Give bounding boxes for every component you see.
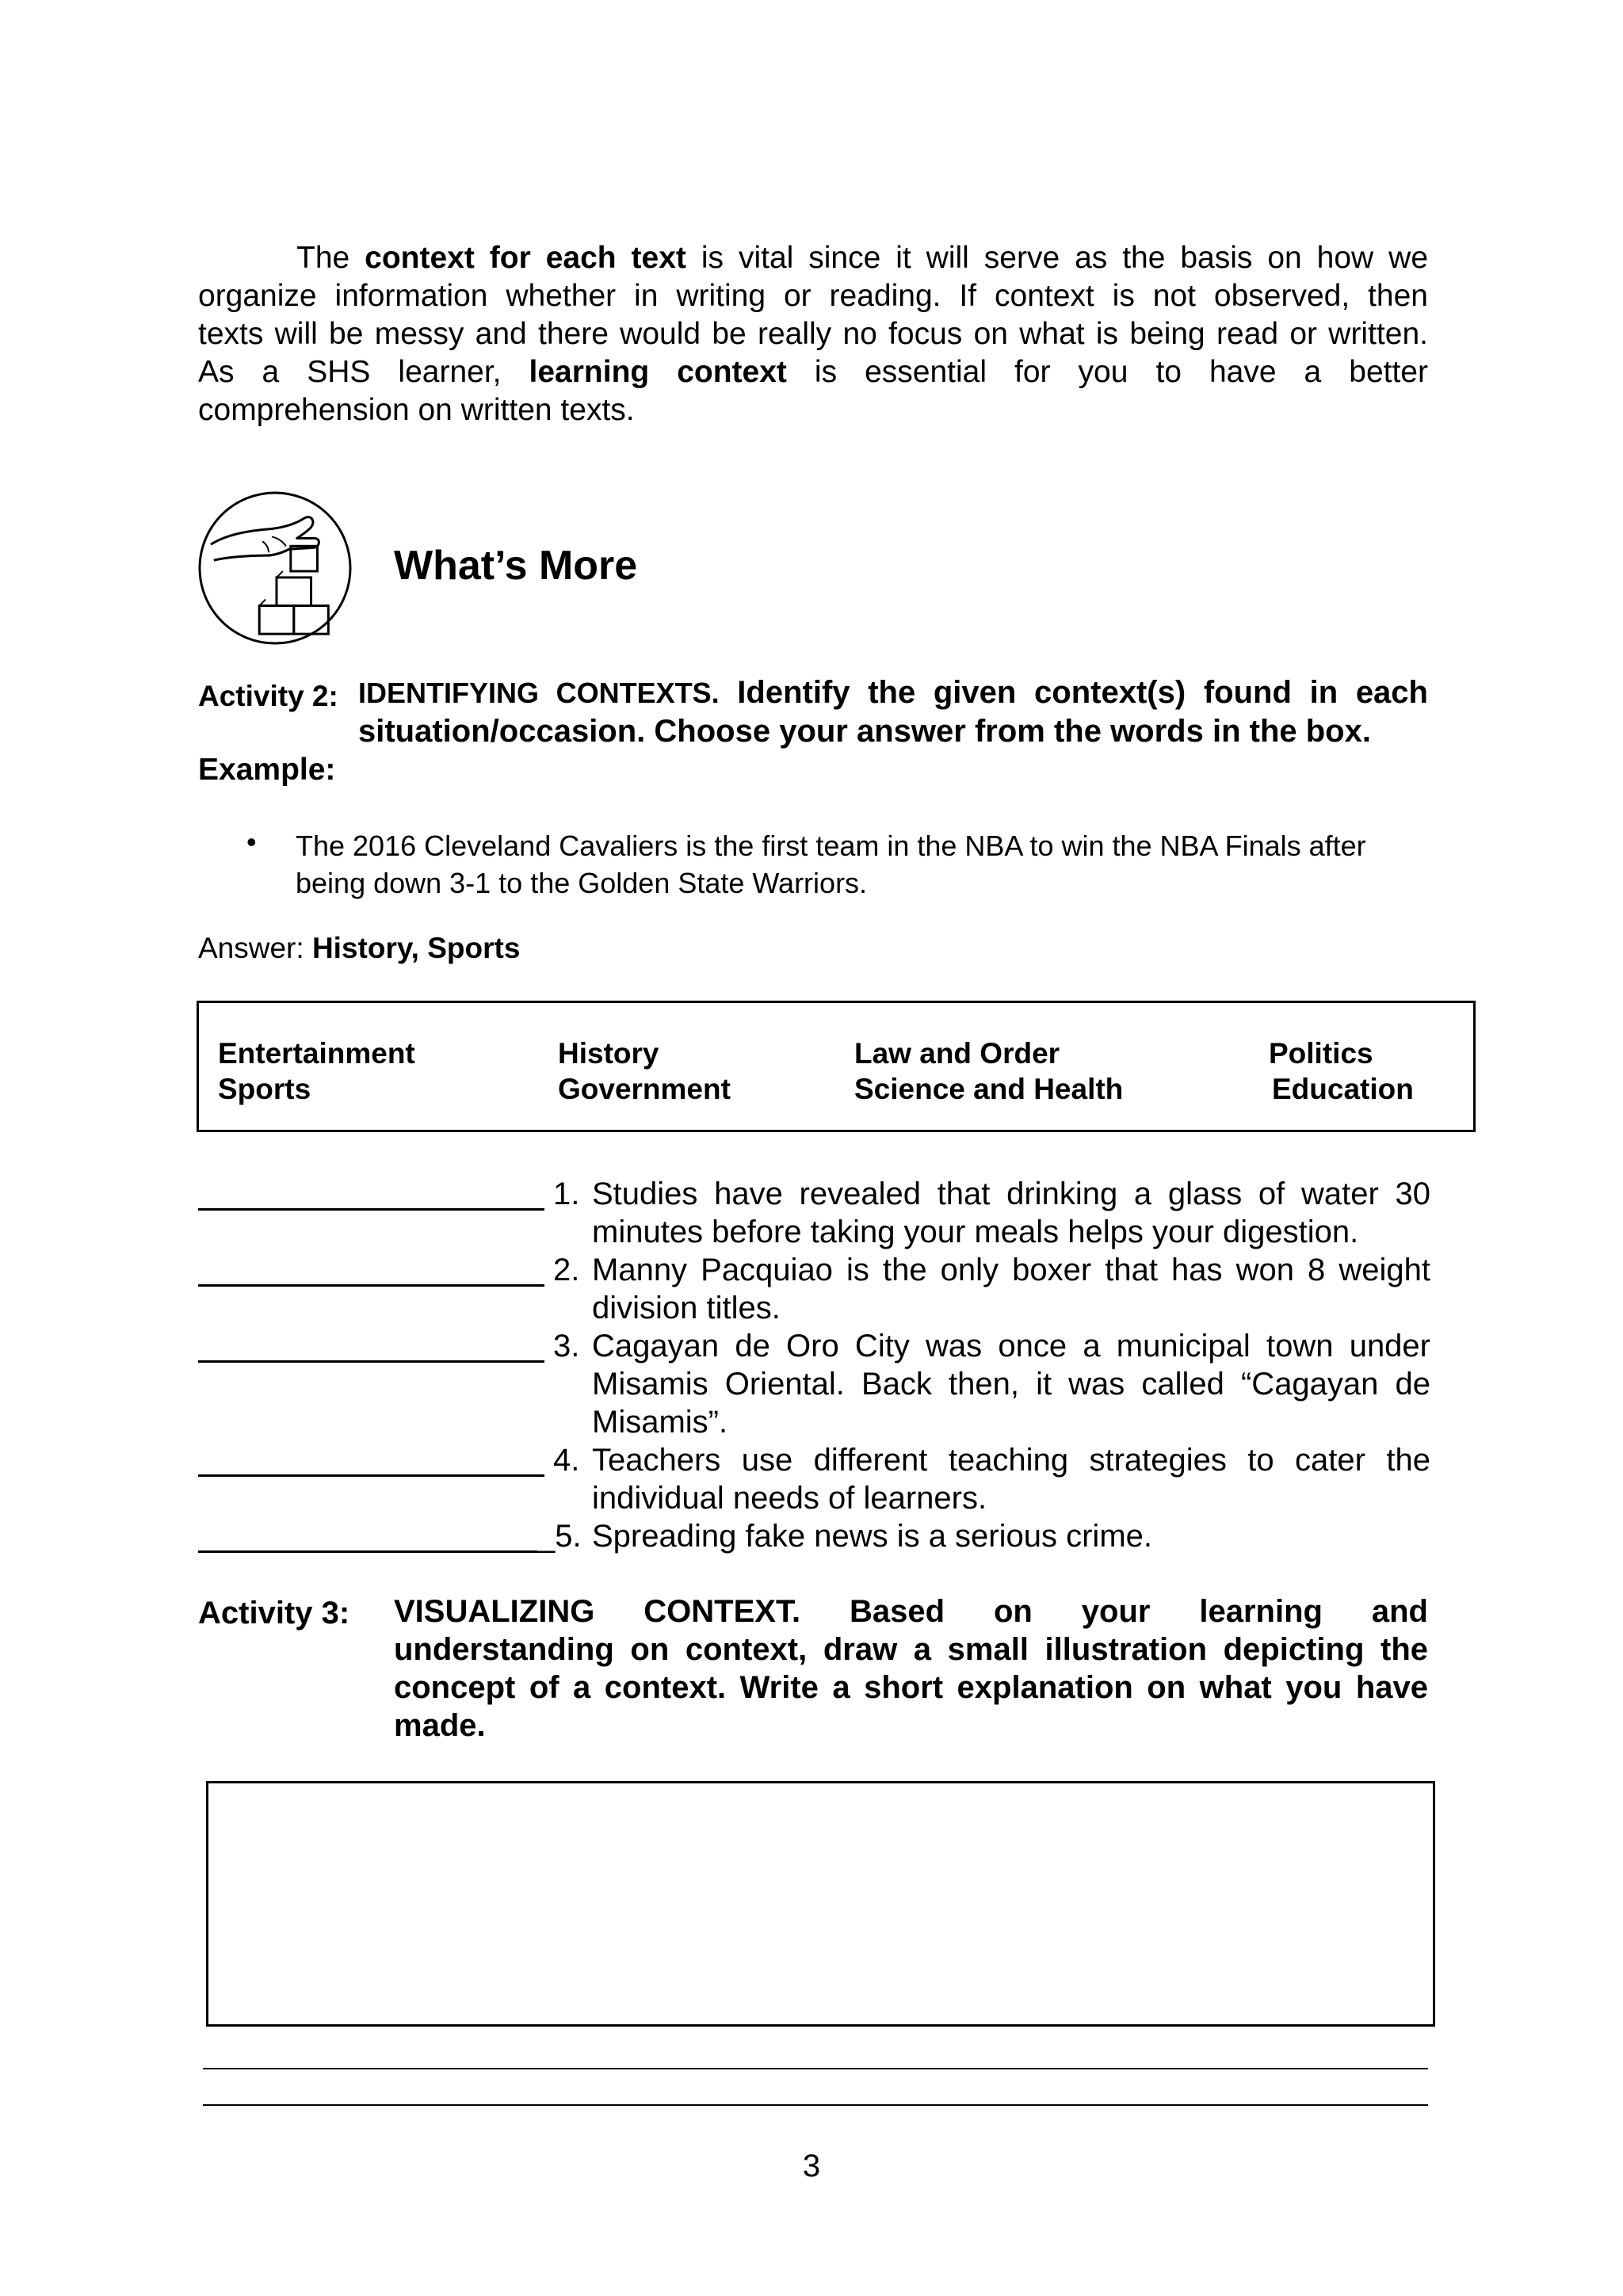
word-entertainment: Entertainment: [218, 1037, 415, 1070]
activity2-label: Activity 2:: [198, 680, 338, 712]
activity3-label: Activity 3:: [198, 1596, 350, 1630]
section-title: What’s More: [394, 543, 638, 589]
answer-blank-4[interactable]: [198, 1474, 544, 1477]
word-education: Education: [1272, 1073, 1414, 1105]
explanation-line-1[interactable]: [203, 2068, 1428, 2069]
question-item-2: 2. Manny Pacquiao is the only boxer that has won 8 weight division titles.: [198, 1251, 1430, 1327]
illustration-box[interactable]: [206, 1781, 1435, 2027]
question-item-5: _5. Spreading fake news is a serious crime.: [198, 1517, 1430, 1555]
word-box: [197, 1001, 1476, 1132]
bullet-icon: •: [246, 826, 257, 858]
answer-blank-5[interactable]: [198, 1550, 537, 1553]
explanation-line-2[interactable]: [203, 2104, 1428, 2106]
example-label: Example:: [198, 753, 336, 787]
word-science-and-health: Science and Health: [854, 1073, 1124, 1105]
example-text: The 2016 Cleveland Cavaliers is the first team in the NBA to win the NBA Finals after being down 3-1 to the Golden State Warriors.: [296, 830, 1366, 899]
hand-stacking-blocks-icon: [197, 490, 353, 646]
answer-blank-3[interactable]: [198, 1360, 544, 1363]
intro-line-4: As a SHS learner, learning context is essential for you to have a better: [198, 355, 1428, 389]
question-list: [198, 1175, 1430, 1555]
question-item-3: 3. Cagayan de Oro City was once a municipal town under Misamis Oriental. Back then, it was called “Cagayan de Misamis”.: [198, 1327, 1430, 1441]
intro-line-5: comprehension on written texts.: [198, 393, 635, 427]
word-history: History: [558, 1037, 659, 1070]
activity2-title: IDENTIFYING CONTEXTS.: [358, 677, 720, 709]
question-item-1: 1. Studies have revealed that drinking a glass of water 30 minutes before taking your meals helps your digestion.: [198, 1175, 1430, 1251]
word-sports: Sports: [218, 1073, 311, 1105]
word-government: Government: [558, 1073, 731, 1105]
intro-line-1: The context for each text is vital since it will serve as the basis on how we: [296, 241, 1429, 275]
intro-line-3: texts will be messy and there would be really no focus on what is being read or written.: [198, 317, 1428, 351]
page-number: 3: [802, 2149, 821, 2183]
answer-blank-2[interactable]: [198, 1284, 544, 1287]
activity2-instructions: IDENTIFYING CONTEXTS. Identify the given context(s) found in each situation/occasion. Choose your answer from the words in the box.: [358, 675, 1428, 749]
intro-line-2: organize information whether in writing or reading. If context is not observed, then: [198, 279, 1428, 313]
answer-blank-1[interactable]: [198, 1208, 544, 1211]
question-item-4: 4. Teachers use different teaching strategies to cater the individual needs of learners.: [198, 1441, 1430, 1517]
word-law-and-order: Law and Order: [854, 1037, 1060, 1070]
word-politics: Politics: [1269, 1037, 1373, 1070]
example-answer: Answer: History, Sports: [198, 932, 521, 964]
intro-paragraph: [198, 239, 1428, 429]
activity3-instructions: VISUALIZING CONTEXT. Based on your learning and understanding on context, draw a small illustration depicting the concept of a context. Write a short explanation on what you have made.: [394, 1594, 1428, 1743]
